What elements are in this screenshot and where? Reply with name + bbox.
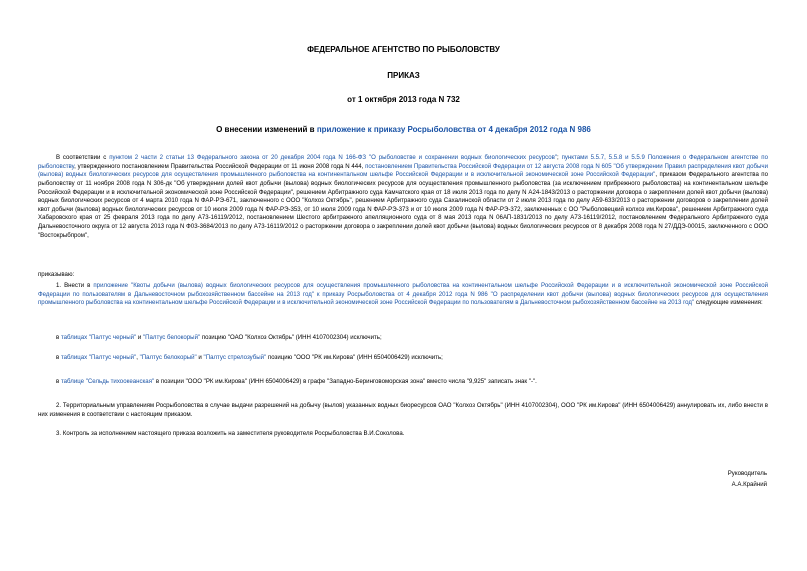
table-black-halibut-link-2[interactable]: таблицах "Палтус черный" — [60, 354, 137, 361]
agency-name: ФЕДЕРАЛЬНОЕ АГЕНТСТВО ПО РЫБОЛОВСТВУ — [307, 45, 500, 54]
table-arrowtooth-halibut-link[interactable]: "Палтус стрелозубый" — [203, 354, 267, 361]
sub-2-text-4: позицию "ООО "РК им.Кирова" (ИНН 6504006429) исключить; — [266, 354, 443, 361]
item-1-paragraph — [38, 282, 768, 308]
preamble-text-2: ; — [557, 154, 562, 161]
sub-item-3 — [38, 378, 768, 387]
table-white-halibut-link-2[interactable]: "Палтус белокорый" — [139, 354, 197, 361]
item-1-text-2: следующие изменения: — [694, 299, 763, 307]
table-pacific-herring-link[interactable]: таблице "Сельдь тихоокеанская" — [60, 378, 155, 385]
sub-1-text-2: и — [136, 334, 143, 341]
sub-3-text-2: в позиции "ООО "РК им.Кирова" (ИНН 6504006429) в графе "Западно-Беринговоморская зона" вместо числа "9,925" записать знак "-". — [154, 378, 537, 385]
sub-1-text-1: в — [56, 334, 61, 341]
order-word: приказываю: — [38, 271, 75, 278]
table-black-halibut-link[interactable]: таблицах "Палтус черный" — [60, 334, 137, 341]
preamble-paragraph — [38, 154, 768, 240]
item-2-paragraph: 2. Территориальным управлениям Росрыболовства в случае выдачи разрешений на добычу (вылов) указанных водных биоресурсов ОАО "Колхоз Октябрь" (ИНН 4107002304), ООО "РК им.Кирова" (ИНН 6504006429) аннулировать их, либо внести в них изменения в соответствии с настоящим приказом. — [38, 402, 768, 418]
government-decree-link[interactable]: постановлением Правительства Российской Федерации от 12 августа 2008 года N 605 "Об утверждении Правил распределения квот добычи (вылова) водных биологических ресурсов для осуществления промышленного рыболовства на континентальном шельфе Российской Федерации и в исключительной экономической зоне Российской Федерации" — [38, 162, 769, 179]
table-white-halibut-link[interactable]: "Палтус белокорый" — [142, 334, 201, 341]
preamble-text-1: В соответствии с — [56, 154, 110, 161]
signature-name: А.А.Крайний — [731, 481, 767, 488]
sub-item-2 — [38, 354, 768, 363]
item-3-paragraph: 3. Контроль за исполнением настоящего приказа возложить на заместителя руководителя Росрыболовства В.И.Соколова. — [56, 430, 405, 437]
sub-1-text-3: позицию "ОАО "Колхоз Октябрь" (ИНН 4107002304) исключить; — [200, 334, 382, 341]
document-type: ПРИКАЗ — [387, 71, 420, 80]
document-date-number: от 1 октября 2013 года N 732 — [347, 95, 460, 104]
sub-2-text-1: в — [56, 354, 61, 361]
sub-2-text-3: и — [196, 354, 204, 361]
preamble-text-3: , утвержденного постановлением Правительства Российской Федерации от 11 июня 2008 года N 444, — [74, 162, 366, 170]
preamble-text-4: , приказом Федерального агентства по рыболовству от 11 ноября 2008 года N 306-дк "Об утверждении долей квот добычи (вылова) водных биологических ресурсов для осуществления промышленного рыболовства (за исключением прибрежного рыболовства) на континентальном шельфе Российской Федерации и в исключительной экономической зоне Российской Федерации", решением Арбитражного суда Камчатского края от 18 июля 2013 года по делу N А24-1843/2013 о расторжении договора о закреплении долей квот добычи (вылова) водных биологических ресурсов от 4 марта 2010 года N ФАР-РЭ-671, заключенного с ООО "Колхоз Октябрь", решением Арбитражного суда Сахалинской области от 2 июля 2013 года по делу А59-633/2013 о расторжении договоров о закреплении долей квот добычи (вылова) водных биологических ресурсов от 10 июля 2009 года N ФАР-РЭ-353, от 10 июля 2009 года N ФАР-РЭ-373 и от 10 июля 2009 года N ФАР-РЭ-372, заключенных с ОО "Рыболовецкий колхоз им.Кирова", решением Арбитражного суда Хабаровского края от 25 февраля 2013 года по делу А73-16119/2012, постановлением Шестого арбитражного апелляционного суда от 8 мая 2013 года N 06АП-1831/2013 по делу А73-16119/2012, постановлением Федерального Арбитражного суда Дальневосточного округа от 12 августа 2013 года N Ф03-3684/2013 по делу А73-16119/2012 о расторжении договора о закреплении долей квот добычи (вылова) водных биологических ресурсов от 8 декабря 2008 года N 27/ДДЭ-00015, заключенного с ООО "Востокрыбпром", — [38, 171, 768, 239]
sub-item-1 — [38, 334, 768, 343]
regulation-link[interactable]: пунктами 5.5.7, 5.5.8 и 5.5.9 Положения о Федеральном агентстве по рыболовству — [38, 154, 768, 170]
appendix-link[interactable]: приложение "Квоты добычи (вылова) водных биологических ресурсов для осуществления промышленного рыболовства на континентальном шельфе Российской Федерации и в исключительной экономической зоне Российской Федерации по пользователям в Дальневосточном рыбохозяйственном бассейне на 2013 год" к приказу Росрыболовства от 4 декабря 2012 года N 986 "О распределении квот добычи (вылова) водных биологических ресурсов для осуществления промышленного рыболовства на континентальном шельфе Российской Федерации и в исключительной экономической зоне Российской Федерации по пользователям в Дальневосточном рыбохозяйственном бассейне на 2013 год" — [38, 282, 768, 307]
item-1-text-1: 1. Внести в — [56, 282, 94, 289]
title-prefix: О внесении изменений в — [216, 125, 317, 134]
document-title — [0, 124, 807, 135]
signature-position: Руководитель — [727, 470, 767, 477]
sub-3-text-1: в — [56, 378, 61, 385]
law-link[interactable]: пунктом 2 части 2 статьи 13 Федерального закона от 20 декабря 2004 года N 166-ФЗ "О рыболовстве и сохранении водных биологических ресурсов" — [109, 154, 558, 161]
title-link[interactable]: приложение к приказу Росрыболовства от 4 декабря 2012 года N 986 — [316, 125, 591, 134]
sub-2-text-2: , — [136, 354, 140, 361]
